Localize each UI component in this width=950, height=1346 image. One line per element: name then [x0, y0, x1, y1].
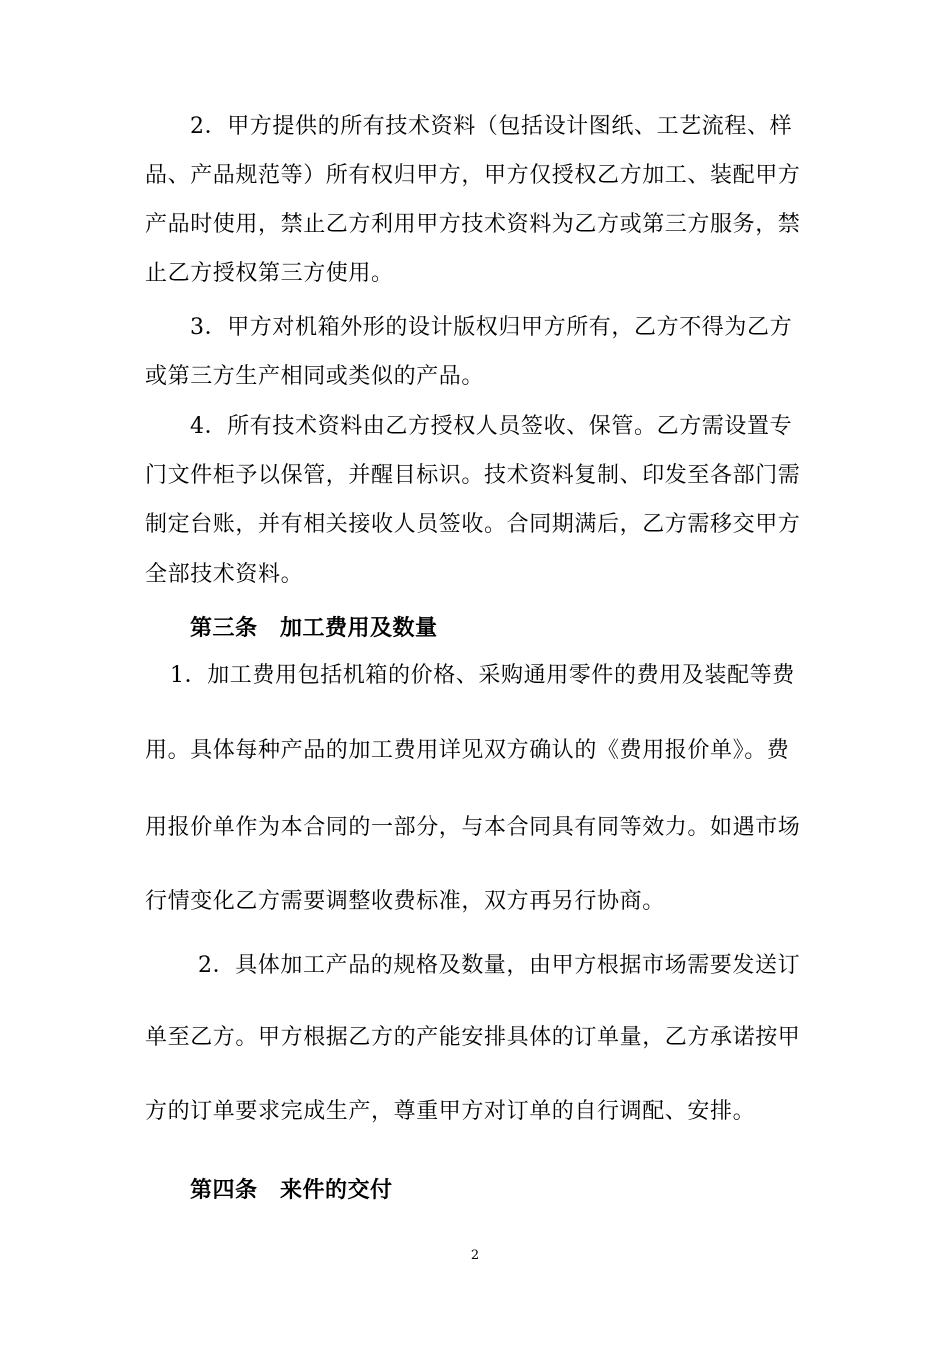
clause2-item3-line-1: 3．甲方对机箱外形的设计版权归甲方所有，乙方不得为乙方	[190, 315, 793, 340]
clause3-item2-line-3: 方的订单要求完成生产，尊重甲方对订单的自行调配、安排。	[145, 1099, 756, 1124]
clause2-item4-line-3: 制定台账，并有相关接收人员签收。合同期满后，乙方需移交甲方	[145, 512, 801, 537]
clause2-item2-line-3: 产品时使用，禁止乙方利用甲方技术资料为乙方或第三方服务，禁	[145, 212, 801, 237]
clause2-item4-line-1: 4．所有技术资料由乙方授权人员签收、保管。乙方需设置专	[190, 414, 793, 439]
clause2-item4-line-4: 全部技术资料。	[145, 562, 304, 587]
page-number: 2	[470, 1248, 480, 1263]
clause2-item2-line-1: 2．甲方提供的所有技术资料（包括设计图纸、工艺流程、样	[190, 114, 793, 139]
clause2-item2-line-4: 止乙方授权第三方使用。	[145, 261, 394, 286]
clause3-item1-line-3: 用报价单作为本合同的一部分，与本合同具有同等效力。如遇市场	[145, 815, 801, 840]
clause4-heading: 第四条 来件的交付	[190, 1177, 393, 1203]
clause3-item1-line-2: 用。具体每种产品的加工费用详见双方确认的《费用报价单》。费	[145, 738, 790, 763]
clause3-item1-line-1: 1．加工费用包括机箱的价格、采购通用零件的费用及装配等费	[170, 663, 795, 688]
clause3-item2-line-2: 单至乙方。甲方根据乙方的产能安排具体的订单量，乙方承诺按甲	[145, 1025, 801, 1050]
clause3-heading: 第三条 加工费用及数量	[190, 615, 438, 641]
clause3-item1-line-4: 行情变化乙方需要调整收费标准，双方再另行协商。	[145, 889, 665, 914]
clause2-item4-line-2: 门文件柜予以保管，并醒目标识。技术资料复制、印发至各部门需	[145, 463, 801, 488]
clause2-item2-line-2: 品、产品规范等）所有权归甲方，甲方仅授权乙方加工、装配甲方	[145, 163, 801, 188]
clause2-item3-line-2: 或第三方生产相同或类似的产品。	[145, 364, 485, 389]
clause3-item2-line-1: 2．具体加工产品的规格及数量，由甲方根据市场需要发送订	[198, 953, 801, 978]
